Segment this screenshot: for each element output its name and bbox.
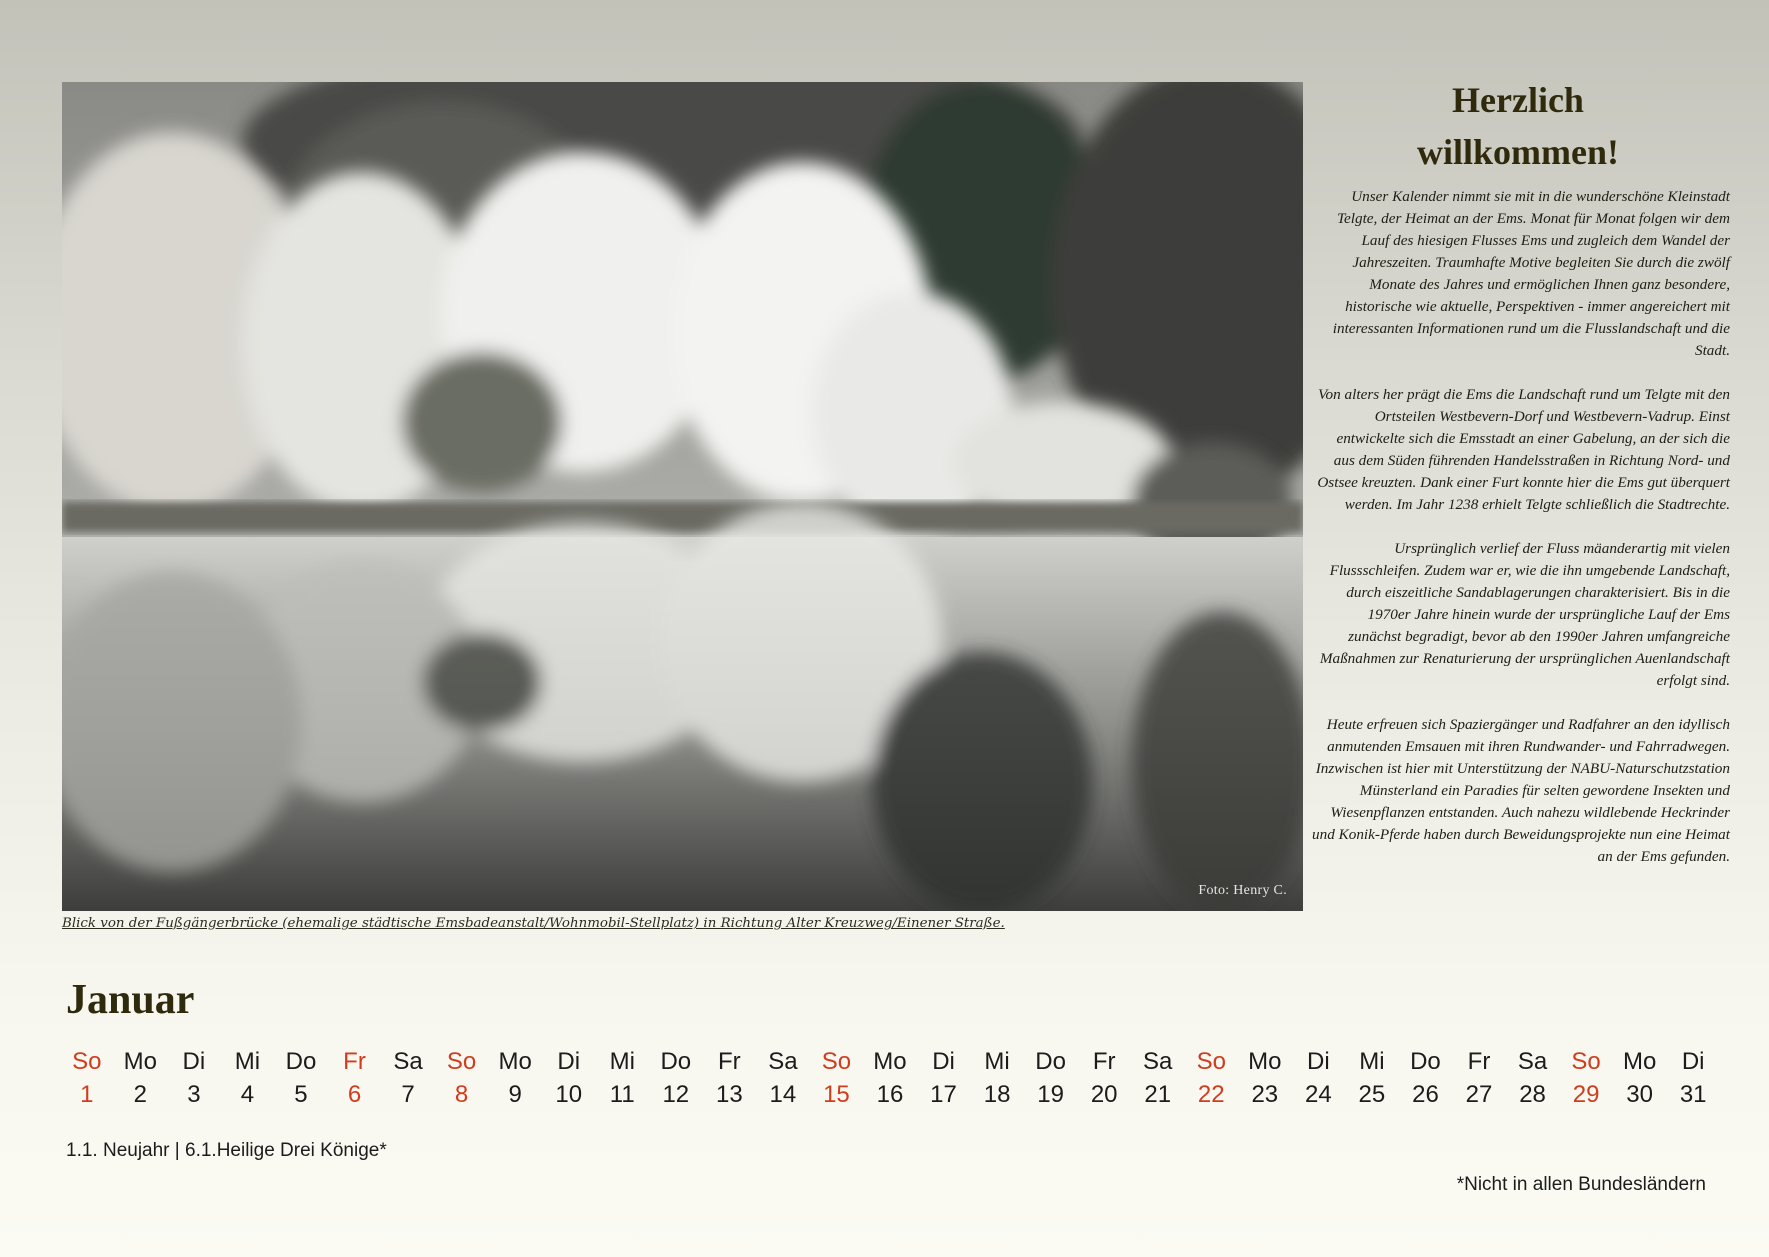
- date-number: 6: [347, 1081, 362, 1108]
- date-number: 14: [769, 1081, 797, 1108]
- welcome-title: [1316, 74, 1720, 178]
- weekday-label: So: [446, 1048, 477, 1075]
- weekday-label: Di: [1307, 1048, 1330, 1075]
- weekday-label: Di: [557, 1048, 581, 1075]
- date-number: 12: [662, 1081, 690, 1108]
- date-number: 17: [930, 1081, 957, 1108]
- date-number: 15: [823, 1081, 850, 1108]
- date-number: 30: [1626, 1081, 1653, 1108]
- weekday-label: Di: [182, 1048, 206, 1075]
- date-number: 24: [1305, 1081, 1332, 1108]
- weekday-label: Fr: [1092, 1048, 1116, 1075]
- date-number: 27: [1465, 1081, 1493, 1108]
- date-number: 31: [1679, 1081, 1707, 1108]
- date-number: 21: [1144, 1081, 1172, 1108]
- weekday-label: Mo: [1622, 1048, 1657, 1075]
- date-number: 23: [1251, 1081, 1279, 1108]
- weekday-label: Mi: [984, 1048, 1010, 1075]
- date-number: 20: [1090, 1081, 1118, 1108]
- welcome-paragraph: Von alters her prägt die Ems die Landschaft rund um Telgte mit den Ortsteilen Westbevern-Dorf und Westbevern-Vadrup. Einst entwickelte sich die Emsstadt an einer Gabelung, an der sich die aus dem Süden führenden Handelsstraßen in Richtung Nord- und Ostsee kreuzten. Dank einer Furt konnte hier die Ems gut überquert werden. Im Jahr 1238 erhielt Telgte schließlich die Stadtrechte.: [1317, 386, 1730, 513]
- weekday-label: Di: [1681, 1048, 1705, 1075]
- date-number: 29: [1572, 1081, 1600, 1108]
- weekday-label: Sa: [1143, 1048, 1173, 1075]
- date-number: 16: [876, 1081, 904, 1108]
- weekday-label: Do: [285, 1048, 317, 1075]
- weekday-label: Sa: [768, 1048, 798, 1075]
- calendar-photo: [62, 82, 1303, 911]
- weekday-label: So: [72, 1048, 102, 1075]
- weekday-label: Di: [932, 1048, 955, 1075]
- date-number: 4: [240, 1081, 255, 1108]
- weekday-label: Mo: [1248, 1048, 1282, 1075]
- date-number: 18: [983, 1081, 1011, 1108]
- date-number: 25: [1358, 1081, 1386, 1108]
- welcome-paragraph: Unser Kalender nimmt sie mit in die wunderschöne Kleinstadt Telgte, der Heimat an der Ems. Monat für Monat folgen wir dem Lauf des hiesigen Flusses Ems und zugleich dem Wandel der Jahreszeiten. Traumhafte Motive begleiten Sie durch die zwölf Monate des Jahres und ermöglichen Ihnen ganz besondere, historische wie aktuelle, Perspektiven - immer angereichert mit interessanten Informationen rund um die Flusslandschaft und die Stadt.: [1332, 188, 1730, 359]
- weekday-label: Mo: [873, 1048, 907, 1075]
- welcome-paragraph: Ursprünglich verlief der Fluss mäanderartig mit vielen Flussschleifen. Zudem war er, wie die ihn umgebende Landschaft, durch eiszeitliche Sandablagerungen charakterisiert. Bis in die 1970er Jahre hinein wurde der ursprüngliche Lauf der Ems zunächst begradigt, bevor ab den 1990er Jahren umfangreiche Maßnahmen zur Renaturierung der ursprünglichen Auenlandschaft erfolgt sind.: [1319, 540, 1730, 689]
- weekday-label: So: [1196, 1048, 1226, 1075]
- date-number: 1: [80, 1081, 94, 1108]
- weekday-label: Sa: [1517, 1048, 1548, 1075]
- date-number: 9: [508, 1081, 522, 1108]
- date-number: 28: [1519, 1081, 1546, 1108]
- weekday-label: Mo: [123, 1048, 157, 1075]
- weekday-label: Mi: [234, 1048, 261, 1075]
- welcome-paragraph: Heute erfreuen sich Spaziergänger und Radfahrer an den idyllisch anmutenden Emsauen mit ihren Rundwander- und Fahrradwegen. Inzwischen ist hier mit Unterstützung der NABU-Naturschutzstation Münsterland ein Paradies für selten gewordene Insekten und Wiesenpflanzen entstanden. Auch nahezu wildlebende Heckrinder und Konik-Pferde haben durch Beweidungsprojekte nun eine Heimat an der Ems gefunden.: [1312, 716, 1730, 865]
- photo-caption: Blick von der Fußgängerbrücke (ehemalige städtische Emsbadeanstalt/Wohnmobil-Stellplatz) in Richtung Alter Kreuzweg/Einener Straße.: [62, 916, 1005, 931]
- date-number: 10: [555, 1081, 583, 1108]
- date-number: 7: [401, 1081, 415, 1108]
- date-number: 13: [715, 1081, 743, 1108]
- weekday-label: Sa: [393, 1048, 423, 1075]
- date-number: 22: [1197, 1081, 1225, 1108]
- weekday-label: Do: [1410, 1048, 1441, 1075]
- weekday-label: So: [821, 1048, 852, 1075]
- weekday-label: Do: [660, 1048, 692, 1075]
- weekday-label: Fr: [718, 1048, 741, 1075]
- date-number: 26: [1412, 1081, 1439, 1108]
- welcome-text: [1312, 186, 1730, 890]
- weekday-label: Do: [1035, 1048, 1066, 1075]
- calendar-grid: [60, 1046, 1720, 1112]
- winter-river-photo: [62, 82, 1303, 911]
- weekday-label: Mi: [1359, 1048, 1385, 1075]
- date-row: [60, 1078, 1720, 1112]
- welcome-title-line-1: Herzlich: [1452, 80, 1584, 120]
- weekday-label: Fr: [343, 1048, 366, 1075]
- weekday-label: Mo: [498, 1048, 532, 1075]
- holidays-note: 1.1. Neujahr | 6.1.Heilige Drei Könige*: [66, 1140, 387, 1161]
- date-number: 3: [187, 1081, 201, 1108]
- date-number: 5: [294, 1081, 308, 1108]
- photo-credit: Foto: Henry C.: [1198, 883, 1287, 898]
- welcome-title-line-2: willkommen!: [1417, 132, 1619, 172]
- date-number: 11: [609, 1081, 635, 1108]
- weekday-label: Fr: [1467, 1048, 1491, 1075]
- holiday-footnote: *Nicht in allen Bundesländern: [1456, 1174, 1706, 1195]
- weekday-row: [60, 1046, 1720, 1078]
- weekday-label: So: [1571, 1048, 1601, 1075]
- date-number: 2: [133, 1081, 147, 1108]
- month-title: Januar: [66, 977, 195, 1023]
- date-number: 8: [454, 1081, 469, 1108]
- weekday-label: Mi: [609, 1048, 635, 1075]
- date-number: 19: [1037, 1081, 1064, 1108]
